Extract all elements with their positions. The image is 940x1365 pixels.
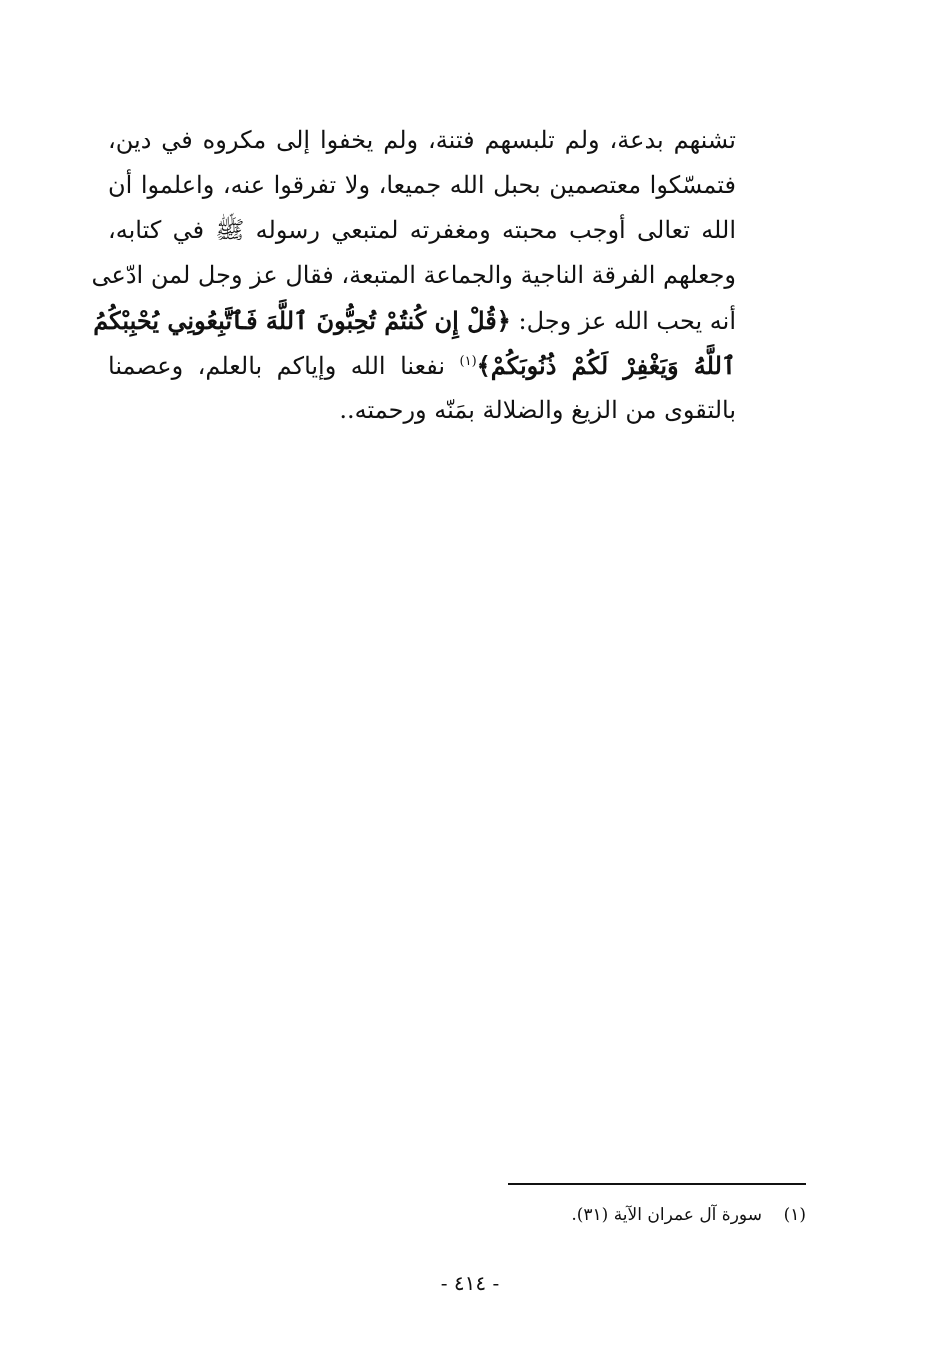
text-line: فتمسّكوا معتصمين بحبل الله جميعا، ولا تفرقوا عنه، واعلموا أن [108,171,737,199]
page-number: - ٤١٤ - [440,1271,500,1295]
text-segment: أنه يحب الله عز وجل: [518,307,736,335]
text-line: الله تعالى أوجب محبته ومغفرته لمتبعي رسوله ﷺ في كتابه، [108,216,736,244]
text-line [108,343,736,388]
text-segment: نفعنا الله وإياكم بالعلم، وعصمنا [108,352,446,380]
footnote-reference: (١) [459,354,477,369]
main-text [91,118,737,433]
quran-verse: ﴿قُلْ إِن كُنتُمْ تُحِبُّونَ ٱللَّهَ فَٱتَّبِعُونِي يُحْبِبْكُمُ [93,306,511,335]
quran-verse: ٱللَّهُ وَيَغْفِرْ لَكُمْ ذُنُوبَكُمْ﴾ [476,351,736,380]
text-line: بالتقوى من الزيغ والضلالة بمَنّه ورحمته.. [339,396,736,424]
text-line: تشنهم بدعة، ولم تلبسهم فتنة، ولم يخفوا إلى مكروه في دين، [108,126,736,154]
footnote-text: سورة آل عمران الآية (٣١). [571,1205,762,1225]
footnote-marker: (١) [783,1205,806,1225]
footnote-divider [508,1183,806,1185]
text-line: وجعلهم الفرقة الناجية والجماعة المتبعة، فقال عز وجل لمن ادّعى [91,261,736,289]
text-line [93,298,736,343]
footnote [386,1200,806,1230]
